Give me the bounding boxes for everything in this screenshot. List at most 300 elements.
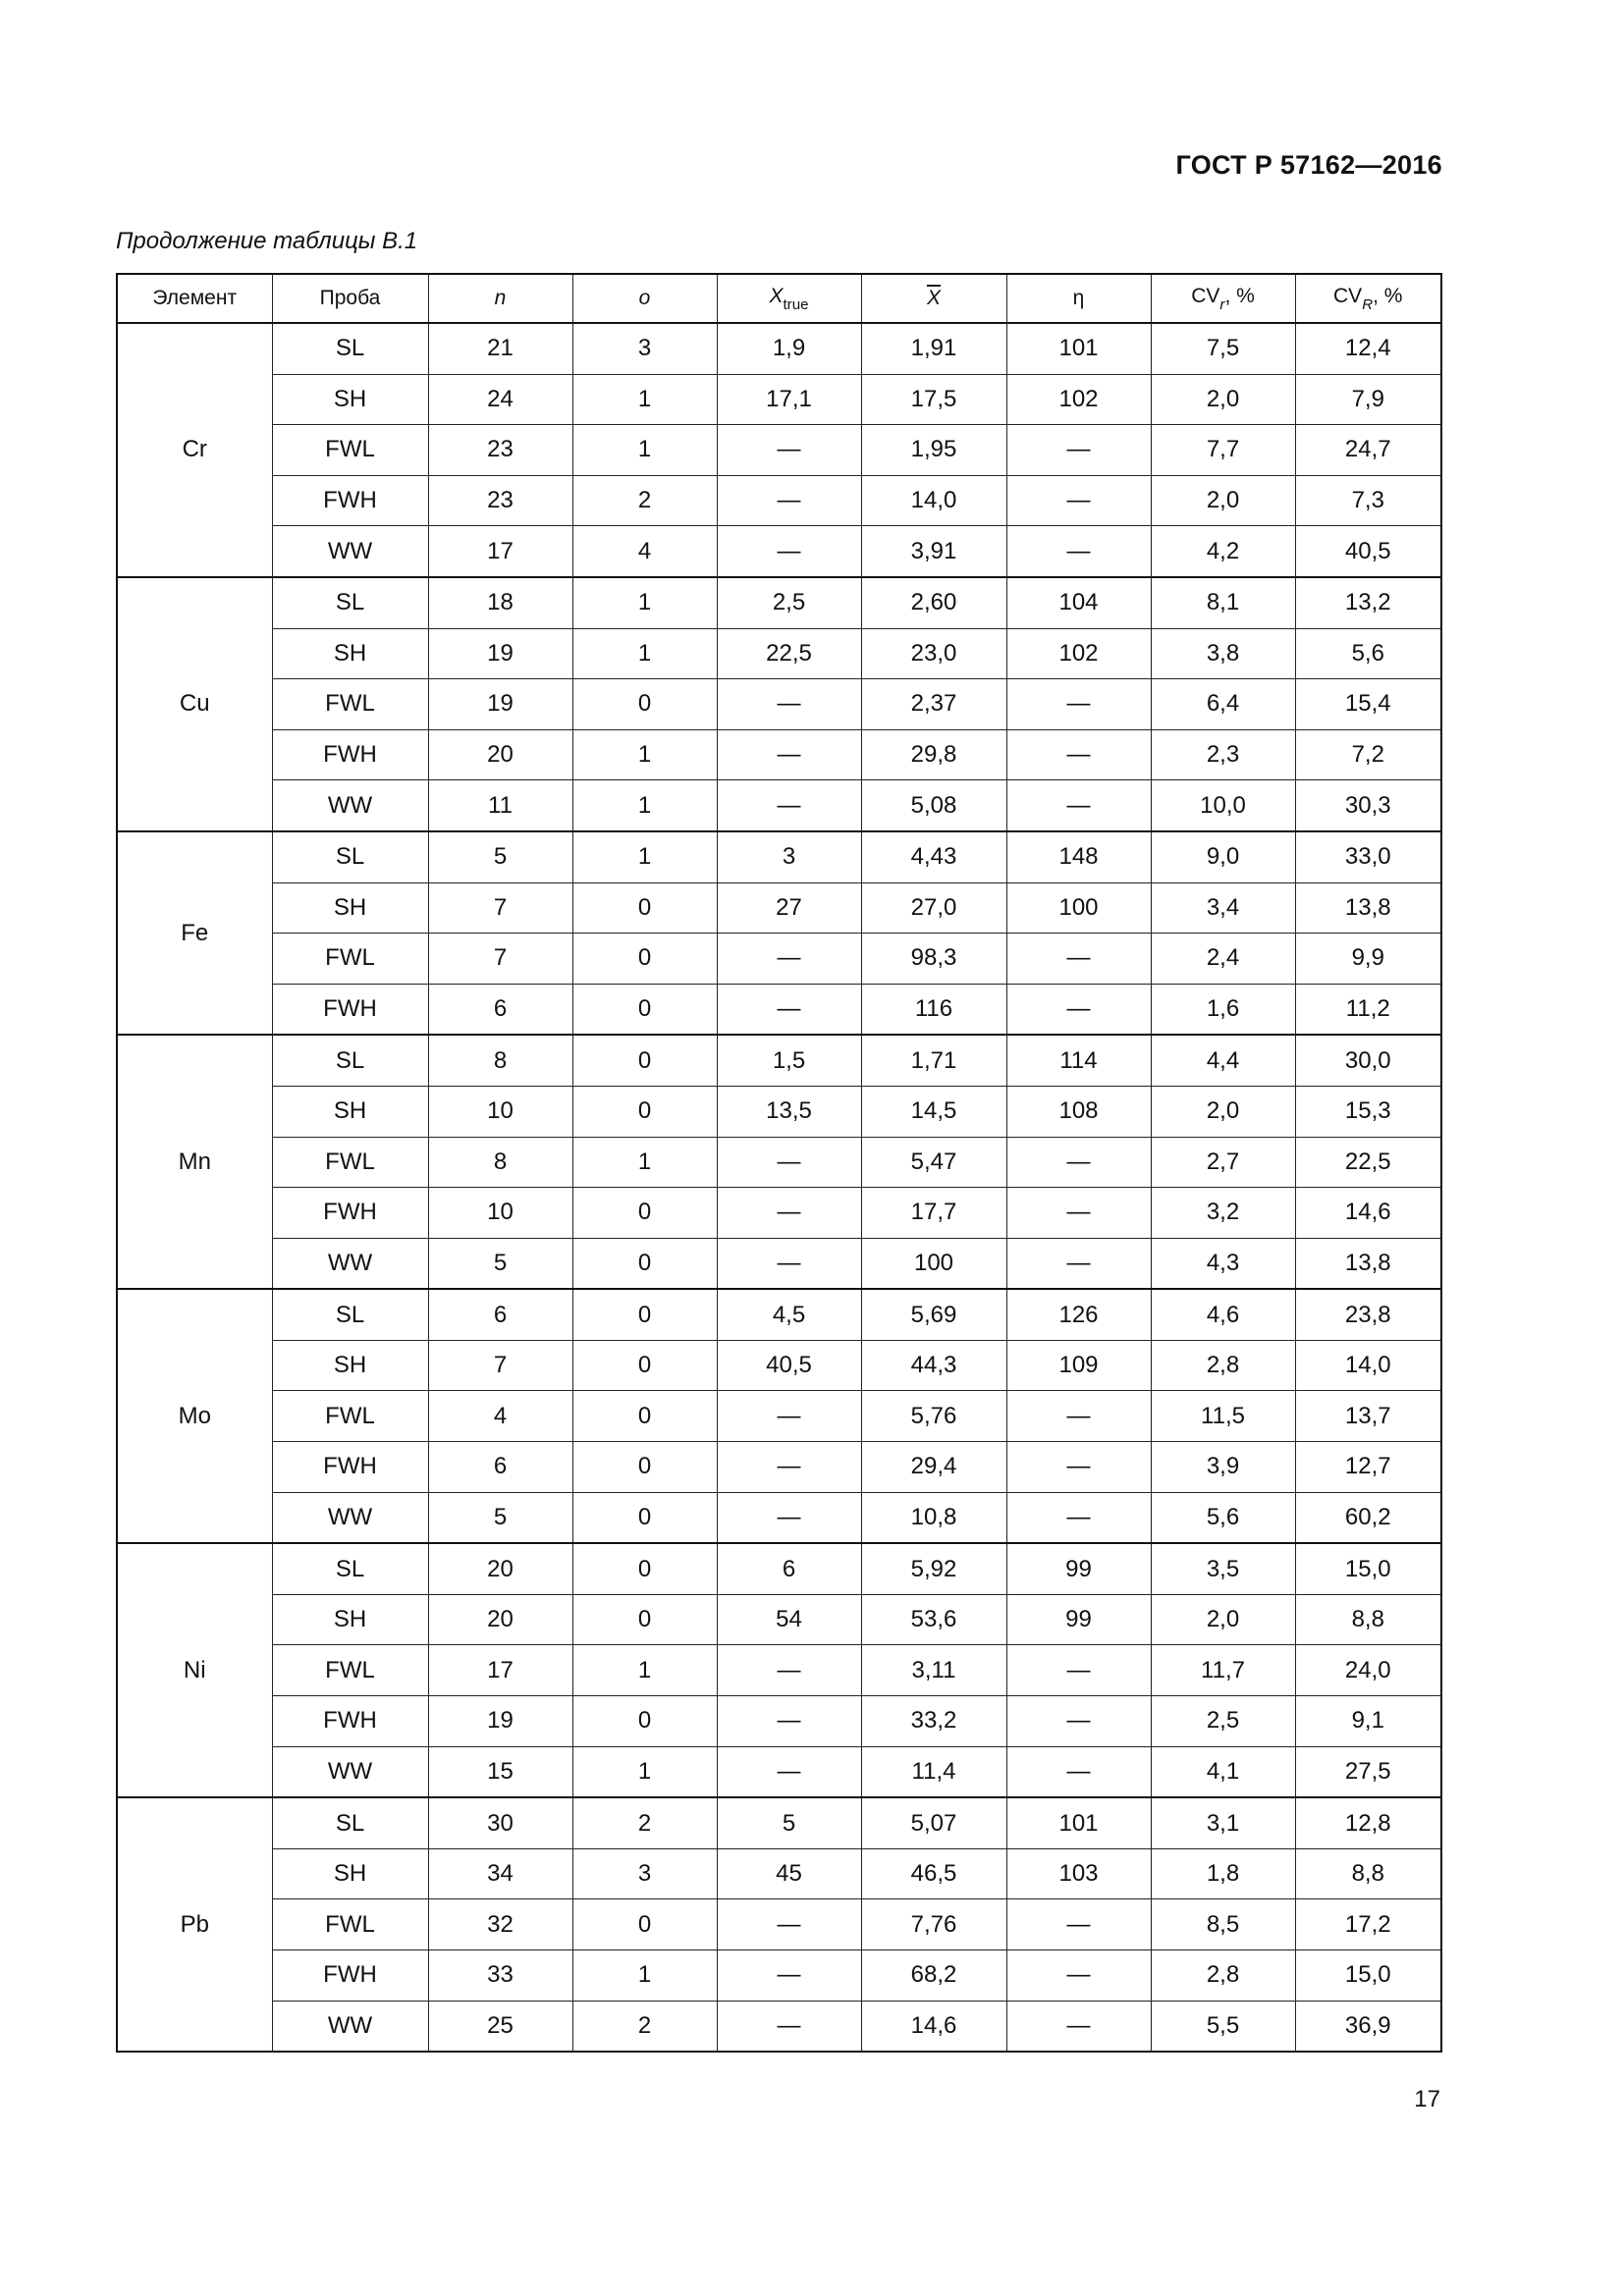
cell-sample: SH [272, 374, 428, 425]
table-row [117, 1899, 1441, 1950]
cell-n: 8 [428, 1035, 572, 1086]
cell-n: 7 [428, 882, 572, 934]
cell-xbar: 23,0 [861, 628, 1006, 679]
cell-xtrue: 40,5 [717, 1340, 861, 1391]
cell-n: 10 [428, 1188, 572, 1239]
cell-sample: WW [272, 1746, 428, 1797]
cell-xtrue: 2,5 [717, 577, 861, 628]
cell-sample: SH [272, 882, 428, 934]
col-header-cvR [1295, 274, 1441, 323]
cell-xbar: 68,2 [861, 1950, 1006, 2002]
cell-sample: SL [272, 1797, 428, 1848]
cell-xtrue: 13,5 [717, 1086, 861, 1137]
cell-xbar: 17,5 [861, 374, 1006, 425]
cell-eta: — [1006, 1391, 1151, 1442]
cell-eta: 101 [1006, 1797, 1151, 1848]
cell-o: 0 [572, 1899, 717, 1950]
cell-xtrue: — [717, 1238, 861, 1289]
cell-n: 19 [428, 1696, 572, 1747]
cell-element: Mn [117, 1035, 272, 1289]
cell-xtrue: — [717, 780, 861, 831]
cell-cvr: 2,3 [1151, 729, 1295, 780]
cell-xbar: 17,7 [861, 1188, 1006, 1239]
cell-xtrue: — [717, 1696, 861, 1747]
col-header-n-label: n [494, 287, 507, 309]
cell-element: Fe [117, 831, 272, 1035]
cell-n: 20 [428, 1594, 572, 1645]
cell-n: 20 [428, 1543, 572, 1594]
cell-cvR: 8,8 [1295, 1594, 1441, 1645]
cell-cvr: 6,4 [1151, 679, 1295, 730]
cell-xbar: 44,3 [861, 1340, 1006, 1391]
cell-sample: FWH [272, 475, 428, 526]
col-header-xbar [861, 274, 1006, 323]
cell-xtrue: — [717, 1137, 861, 1188]
cell-cvR: 13,7 [1295, 1391, 1441, 1442]
cell-xtrue: 3 [717, 831, 861, 882]
cell-n: 18 [428, 577, 572, 628]
cell-n: 20 [428, 729, 572, 780]
cell-cvR: 22,5 [1295, 1137, 1441, 1188]
cell-sample: SL [272, 831, 428, 882]
cell-cvR: 11,2 [1295, 984, 1441, 1035]
cell-o: 0 [572, 1086, 717, 1137]
cell-n: 24 [428, 374, 572, 425]
cell-xtrue: — [717, 1899, 861, 1950]
cell-xbar: 1,95 [861, 425, 1006, 476]
cell-o: 0 [572, 1594, 717, 1645]
cell-eta: — [1006, 526, 1151, 577]
cell-xbar: 3,91 [861, 526, 1006, 577]
cell-eta: 114 [1006, 1035, 1151, 1086]
cell-cvR: 24,7 [1295, 425, 1441, 476]
col-header-cvR-sub: R [1362, 295, 1374, 313]
cell-cvR: 14,0 [1295, 1340, 1441, 1391]
table-row [117, 934, 1441, 985]
cell-o: 0 [572, 1391, 717, 1442]
cell-o: 0 [572, 1289, 717, 1340]
cell-cvr: 3,9 [1151, 1442, 1295, 1493]
cell-o: 0 [572, 934, 717, 985]
cell-xbar: 116 [861, 984, 1006, 1035]
table-header-row [117, 274, 1441, 323]
cell-o: 2 [572, 1797, 717, 1848]
cell-xtrue: — [717, 1188, 861, 1239]
cell-cvR: 12,7 [1295, 1442, 1441, 1493]
table-row [117, 1645, 1441, 1696]
cell-sample: SH [272, 1340, 428, 1391]
cell-cvr: 4,4 [1151, 1035, 1295, 1086]
document-id: ГОСТ Р 57162—2016 [1175, 150, 1442, 180]
cell-xtrue: — [717, 1950, 861, 2002]
cell-cvr: 7,5 [1151, 323, 1295, 374]
cell-xtrue: — [717, 729, 861, 780]
cell-xbar: 5,08 [861, 780, 1006, 831]
page-number: 17 [1414, 2086, 1440, 2112]
table-row [117, 1442, 1441, 1493]
cell-eta: — [1006, 679, 1151, 730]
cell-o: 1 [572, 1950, 717, 2002]
cell-n: 6 [428, 1442, 572, 1493]
cell-cvR: 15,0 [1295, 1950, 1441, 2002]
cell-cvR: 14,6 [1295, 1188, 1441, 1239]
cell-eta: — [1006, 780, 1151, 831]
cell-xtrue: — [717, 1442, 861, 1493]
col-header-cvr [1151, 274, 1295, 323]
cell-eta: — [1006, 984, 1151, 1035]
cell-n: 23 [428, 475, 572, 526]
cell-cvr: 11,5 [1151, 1391, 1295, 1442]
cell-o: 1 [572, 1137, 717, 1188]
cell-n: 33 [428, 1950, 572, 2002]
cell-n: 5 [428, 1238, 572, 1289]
cell-o: 2 [572, 475, 717, 526]
cell-o: 0 [572, 1238, 717, 1289]
cell-sample: FWL [272, 1391, 428, 1442]
cell-cvr: 1,6 [1151, 984, 1295, 1035]
cell-cvR: 15,0 [1295, 1543, 1441, 1594]
cell-xtrue: — [717, 425, 861, 476]
cell-cvr: 2,8 [1151, 1340, 1295, 1391]
cell-o: 0 [572, 1035, 717, 1086]
cell-o: 0 [572, 1492, 717, 1543]
cell-cvR: 5,6 [1295, 628, 1441, 679]
cell-xtrue: — [717, 526, 861, 577]
cell-xtrue: — [717, 1492, 861, 1543]
cell-xtrue: 54 [717, 1594, 861, 1645]
cell-n: 32 [428, 1899, 572, 1950]
cell-o: 1 [572, 425, 717, 476]
cell-element: Cu [117, 577, 272, 831]
cell-cvR: 33,0 [1295, 831, 1441, 882]
cell-n: 6 [428, 1289, 572, 1340]
table-row [117, 1137, 1441, 1188]
cell-cvR: 17,2 [1295, 1899, 1441, 1950]
col-header-cvR-main: CV [1333, 284, 1363, 307]
cell-sample: FWL [272, 1137, 428, 1188]
cell-o: 0 [572, 1543, 717, 1594]
results-table [116, 273, 1442, 2053]
cell-xtrue: — [717, 1645, 861, 1696]
cell-cvr: 2,5 [1151, 1696, 1295, 1747]
cell-sample: FWL [272, 1645, 428, 1696]
cell-n: 5 [428, 831, 572, 882]
cell-sample: FWH [272, 1696, 428, 1747]
table-row [117, 831, 1441, 882]
cell-cvr: 1,8 [1151, 1848, 1295, 1899]
cell-cvR: 13,8 [1295, 882, 1441, 934]
cell-cvR: 7,3 [1295, 475, 1441, 526]
cell-sample: FWL [272, 425, 428, 476]
cell-n: 23 [428, 425, 572, 476]
table-row [117, 1340, 1441, 1391]
cell-xbar: 10,8 [861, 1492, 1006, 1543]
cell-eta: — [1006, 1746, 1151, 1797]
cell-sample: FWL [272, 934, 428, 985]
col-header-n [428, 274, 572, 323]
cell-xtrue: — [717, 1391, 861, 1442]
cell-o: 0 [572, 1442, 717, 1493]
table-row [117, 628, 1441, 679]
cell-sample: WW [272, 2001, 428, 2052]
cell-xbar: 4,43 [861, 831, 1006, 882]
cell-eta: 102 [1006, 374, 1151, 425]
cell-eta: 99 [1006, 1594, 1151, 1645]
cell-sample: SH [272, 1086, 428, 1137]
cell-xbar: 1,91 [861, 323, 1006, 374]
cell-eta: — [1006, 475, 1151, 526]
cell-xtrue: 22,5 [717, 628, 861, 679]
cell-eta: — [1006, 1696, 1151, 1747]
cell-sample: SL [272, 577, 428, 628]
cell-cvR: 23,8 [1295, 1289, 1441, 1340]
cell-sample: FWL [272, 679, 428, 730]
cell-cvr: 10,0 [1151, 780, 1295, 831]
table-row [117, 577, 1441, 628]
cell-xtrue: 45 [717, 1848, 861, 1899]
cell-cvr: 3,1 [1151, 1797, 1295, 1848]
cell-n: 5 [428, 1492, 572, 1543]
cell-cvR: 12,4 [1295, 323, 1441, 374]
cell-xbar: 7,76 [861, 1899, 1006, 1950]
cell-eta: — [1006, 2001, 1151, 2052]
cell-o: 0 [572, 1340, 717, 1391]
cell-eta: 126 [1006, 1289, 1151, 1340]
cell-sample: FWL [272, 1899, 428, 1950]
cell-sample: FWH [272, 1442, 428, 1493]
cell-cvr: 3,2 [1151, 1188, 1295, 1239]
cell-cvr: 2,8 [1151, 1950, 1295, 2002]
cell-eta: 109 [1006, 1340, 1151, 1391]
cell-xbar: 11,4 [861, 1746, 1006, 1797]
table-row [117, 1696, 1441, 1747]
table-row [117, 729, 1441, 780]
table-row [117, 1594, 1441, 1645]
cell-xbar: 100 [861, 1238, 1006, 1289]
cell-cvr: 11,7 [1151, 1645, 1295, 1696]
cell-xtrue: 5 [717, 1797, 861, 1848]
cell-cvr: 4,6 [1151, 1289, 1295, 1340]
cell-xtrue: — [717, 1746, 861, 1797]
cell-cvR: 9,1 [1295, 1696, 1441, 1747]
cell-xtrue: — [717, 984, 861, 1035]
cell-sample: WW [272, 526, 428, 577]
col-header-eta: η [1006, 274, 1151, 323]
cell-element: Cr [117, 323, 272, 577]
table-row [117, 2001, 1441, 2052]
cell-eta: 102 [1006, 628, 1151, 679]
cell-xtrue: — [717, 934, 861, 985]
cell-sample: FWH [272, 1188, 428, 1239]
cell-xbar: 5,47 [861, 1137, 1006, 1188]
cell-eta: 108 [1006, 1086, 1151, 1137]
cell-cvr: 2,7 [1151, 1137, 1295, 1188]
cell-n: 19 [428, 679, 572, 730]
table-row [117, 374, 1441, 425]
table-row [117, 882, 1441, 934]
cell-sample: SL [272, 1543, 428, 1594]
cell-cvR: 8,8 [1295, 1848, 1441, 1899]
cell-sample: WW [272, 780, 428, 831]
cell-cvr: 2,0 [1151, 1086, 1295, 1137]
cell-xtrue: — [717, 679, 861, 730]
cell-cvr: 2,0 [1151, 374, 1295, 425]
cell-element: Ni [117, 1543, 272, 1797]
col-header-cvr-tail: , % [1224, 284, 1255, 307]
cell-cvR: 13,8 [1295, 1238, 1441, 1289]
cell-cvR: 30,0 [1295, 1035, 1441, 1086]
cell-n: 17 [428, 526, 572, 577]
table-row [117, 1238, 1441, 1289]
col-header-xtrue [717, 274, 861, 323]
cell-xtrue: 1,5 [717, 1035, 861, 1086]
cell-cvr: 5,5 [1151, 2001, 1295, 2052]
cell-cvr: 2,4 [1151, 934, 1295, 985]
cell-xbar: 14,0 [861, 475, 1006, 526]
cell-cvR: 15,4 [1295, 679, 1441, 730]
table-row [117, 1950, 1441, 2002]
table-row [117, 1543, 1441, 1594]
cell-o: 0 [572, 984, 717, 1035]
cell-n: 7 [428, 934, 572, 985]
cell-eta: — [1006, 1645, 1151, 1696]
cell-sample: SL [272, 1035, 428, 1086]
table-row [117, 425, 1441, 476]
cell-o: 1 [572, 729, 717, 780]
cell-xtrue: — [717, 2001, 861, 2052]
cell-cvR: 27,5 [1295, 1746, 1441, 1797]
cell-o: 0 [572, 882, 717, 934]
cell-xbar: 29,8 [861, 729, 1006, 780]
cell-eta: 104 [1006, 577, 1151, 628]
col-header-sample: Проба [272, 274, 428, 323]
cell-o: 1 [572, 1645, 717, 1696]
table-row [117, 780, 1441, 831]
cell-eta: — [1006, 1442, 1151, 1493]
cell-o: 0 [572, 679, 717, 730]
cell-n: 6 [428, 984, 572, 1035]
cell-cvr: 4,2 [1151, 526, 1295, 577]
cell-eta: 101 [1006, 323, 1151, 374]
cell-eta: — [1006, 1899, 1151, 1950]
cell-eta: — [1006, 1188, 1151, 1239]
col-header-xtrue-sub: true [783, 295, 809, 313]
cell-xbar: 27,0 [861, 882, 1006, 934]
table-row [117, 984, 1441, 1035]
table-row [117, 1035, 1441, 1086]
cell-sample: SH [272, 1848, 428, 1899]
table-row [117, 526, 1441, 577]
cell-cvr: 3,4 [1151, 882, 1295, 934]
cell-xtrue: 6 [717, 1543, 861, 1594]
cell-xbar: 5,07 [861, 1797, 1006, 1848]
cell-sample: FWH [272, 984, 428, 1035]
cell-o: 3 [572, 1848, 717, 1899]
cell-xbar: 29,4 [861, 1442, 1006, 1493]
cell-xbar: 14,6 [861, 2001, 1006, 2052]
cell-eta: 148 [1006, 831, 1151, 882]
cell-n: 8 [428, 1137, 572, 1188]
table-row [117, 1492, 1441, 1543]
cell-cvR: 13,2 [1295, 577, 1441, 628]
col-header-cvr-main: CV [1191, 284, 1220, 307]
cell-eta: 99 [1006, 1543, 1151, 1594]
cell-n: 15 [428, 1746, 572, 1797]
cell-cvr: 7,7 [1151, 425, 1295, 476]
cell-xbar: 2,37 [861, 679, 1006, 730]
cell-sample: SH [272, 628, 428, 679]
cell-cvr: 8,1 [1151, 577, 1295, 628]
cell-sample: SL [272, 323, 428, 374]
cell-cvr: 2,0 [1151, 1594, 1295, 1645]
cell-sample: WW [272, 1238, 428, 1289]
col-header-cvr-sub: r [1219, 295, 1225, 313]
cell-o: 0 [572, 1696, 717, 1747]
cell-cvR: 36,9 [1295, 2001, 1441, 2052]
cell-o: 0 [572, 1188, 717, 1239]
cell-cvr: 9,0 [1151, 831, 1295, 882]
table-caption: Продолжение таблицы В.1 [116, 228, 418, 254]
cell-o: 1 [572, 628, 717, 679]
cell-cvR: 12,8 [1295, 1797, 1441, 1848]
table-body [117, 323, 1441, 2052]
cell-cvR: 7,2 [1295, 729, 1441, 780]
cell-eta: — [1006, 1492, 1151, 1543]
cell-n: 11 [428, 780, 572, 831]
cell-o: 3 [572, 323, 717, 374]
cell-xbar: 14,5 [861, 1086, 1006, 1137]
table-row [117, 679, 1441, 730]
cell-n: 10 [428, 1086, 572, 1137]
cell-eta: — [1006, 729, 1151, 780]
cell-eta: — [1006, 1950, 1151, 2002]
col-header-xbar-label: $\overline{X}$ [926, 287, 941, 309]
cell-cvr: 4,3 [1151, 1238, 1295, 1289]
table-row [117, 1391, 1441, 1442]
cell-sample: FWH [272, 729, 428, 780]
cell-eta: 103 [1006, 1848, 1151, 1899]
cell-cvr: 8,5 [1151, 1899, 1295, 1950]
table-row [117, 1848, 1441, 1899]
cell-cvr: 5,6 [1151, 1492, 1295, 1543]
cell-element: Pb [117, 1797, 272, 2052]
table-row [117, 1188, 1441, 1239]
table-row [117, 1797, 1441, 1848]
cell-xbar: 46,5 [861, 1848, 1006, 1899]
col-header-cvR-tail: , % [1373, 284, 1403, 307]
cell-sample: FWH [272, 1950, 428, 2002]
cell-o: 2 [572, 2001, 717, 2052]
cell-cvR: 30,3 [1295, 780, 1441, 831]
cell-o: 1 [572, 577, 717, 628]
col-header-xtrue-main: X [769, 284, 784, 307]
table-row [117, 1289, 1441, 1340]
cell-xbar: 2,60 [861, 577, 1006, 628]
cell-n: 21 [428, 323, 572, 374]
cell-cvR: 7,9 [1295, 374, 1441, 425]
cell-o: 1 [572, 780, 717, 831]
table-row [117, 1746, 1441, 1797]
cell-cvr: 4,1 [1151, 1746, 1295, 1797]
cell-xbar: 33,2 [861, 1696, 1006, 1747]
cell-eta: — [1006, 1238, 1151, 1289]
cell-xtrue: 1,9 [717, 323, 861, 374]
col-header-element: Элемент [117, 274, 272, 323]
cell-cvR: 60,2 [1295, 1492, 1441, 1543]
cell-element: Mo [117, 1289, 272, 1543]
col-header-o [572, 274, 717, 323]
cell-n: 4 [428, 1391, 572, 1442]
